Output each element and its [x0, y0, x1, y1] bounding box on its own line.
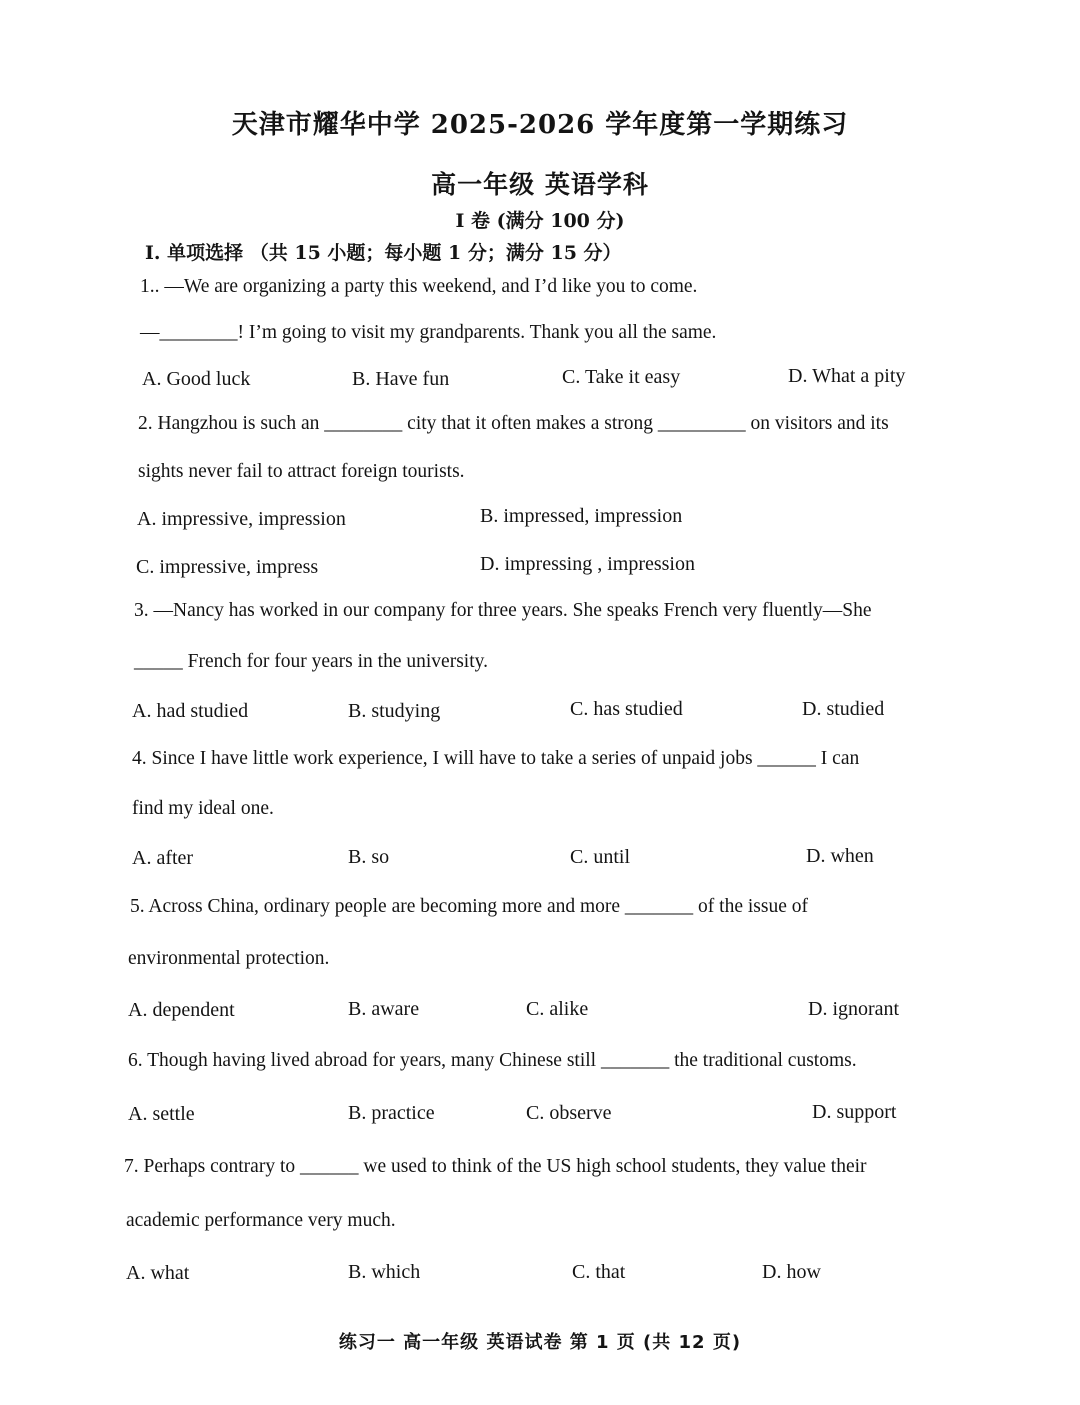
question-7-option-b: B. which [348, 1261, 421, 1283]
question-5-option-a: A. dependent [128, 999, 235, 1021]
section-heading: I. 单项选择 （共 15 小题；每小题 1 分；满分 15 分） [145, 242, 622, 264]
question-7-stem-2: academic performance very much. [126, 1210, 396, 1231]
exam-title: 天津市耀华中学 2025-2026 学年度第一学期练习 [231, 110, 849, 140]
question-3-option-b: B. studying [348, 700, 441, 722]
question-2-option-a: A. impressive, impression [137, 508, 346, 530]
question-4-stem-2: find my ideal one. [132, 798, 274, 819]
question-7-option-d: D. how [762, 1261, 821, 1283]
question-5-stem: 5. Across China, ordinary people are becoming more and more _______ of the issue of [130, 896, 808, 917]
question-2-option-c: C. impressive, impress [136, 556, 319, 578]
question-6-stem: 6. Though having lived abroad for years, many Chinese still _______ the traditional customs. [128, 1050, 857, 1071]
question-1-stem: 1.. —We are organizing a party this weekend, and I’d like you to come. [140, 276, 698, 297]
question-4-option-d: D. when [806, 845, 874, 867]
question-1-option-b: B. Have fun [352, 368, 450, 390]
question-5-option-d: D. ignorant [808, 998, 900, 1020]
question-7-option-a: A. what [126, 1262, 190, 1284]
question-4-stem: 4. Since I have little work experience, I will have to take a series of unpaid jobs ______ I can [132, 748, 860, 769]
question-1-option-c: C. Take it easy [562, 366, 681, 388]
question-4-option-c: C. until [570, 846, 631, 868]
question-3-option-c: C. has studied [570, 698, 683, 720]
question-2-option-d: D. impressing , impression [480, 553, 695, 575]
question-2-stem-2: sights never fail to attract foreign tourists. [138, 461, 465, 482]
paper-label: I 卷 (满分 100 分) [455, 210, 625, 232]
question-6-option-a: A. settle [128, 1103, 195, 1125]
question-6-option-b: B. practice [348, 1102, 435, 1124]
question-5-option-b: B. aware [348, 998, 420, 1020]
question-4-option-a: A. after [132, 847, 194, 869]
question-2-option-b: B. impressed, impression [480, 505, 683, 527]
question-3-option-d: D. studied [802, 698, 885, 720]
question-7-stem: 7. Perhaps contrary to ______ we used to think of the US high school students, they value their [124, 1156, 867, 1177]
question-3-option-a: A. had studied [132, 700, 249, 722]
question-1-stem-2: —________! I’m going to visit my grandparents. Thank you all the same. [140, 322, 717, 343]
question-5-stem-2: environmental protection. [128, 948, 330, 969]
question-3-stem: 3. —Nancy has worked in our company for three years. She speaks French very fluently—She [134, 600, 872, 621]
question-1-option-d: D. What a pity [788, 365, 906, 387]
question-6-option-c: C. observe [526, 1102, 612, 1124]
question-1-option-a: A. Good luck [142, 368, 251, 390]
exam-subtitle: 高一年级 英语学科 [431, 170, 649, 199]
question-6-option-d: D. support [812, 1101, 897, 1123]
question-3-stem-2: _____ French for four years in the university. [134, 651, 488, 672]
question-4-option-b: B. so [348, 846, 390, 868]
question-2-stem: 2. Hangzhou is such an ________ city that it often makes a strong _________ on visitors and its [138, 413, 889, 434]
question-7-option-c: C. that [572, 1261, 626, 1283]
page-footer: 练习一 高一年级 英语试卷 第 1 页 (共 12 页) [338, 1332, 742, 1353]
question-5-option-c: C. alike [526, 998, 589, 1020]
